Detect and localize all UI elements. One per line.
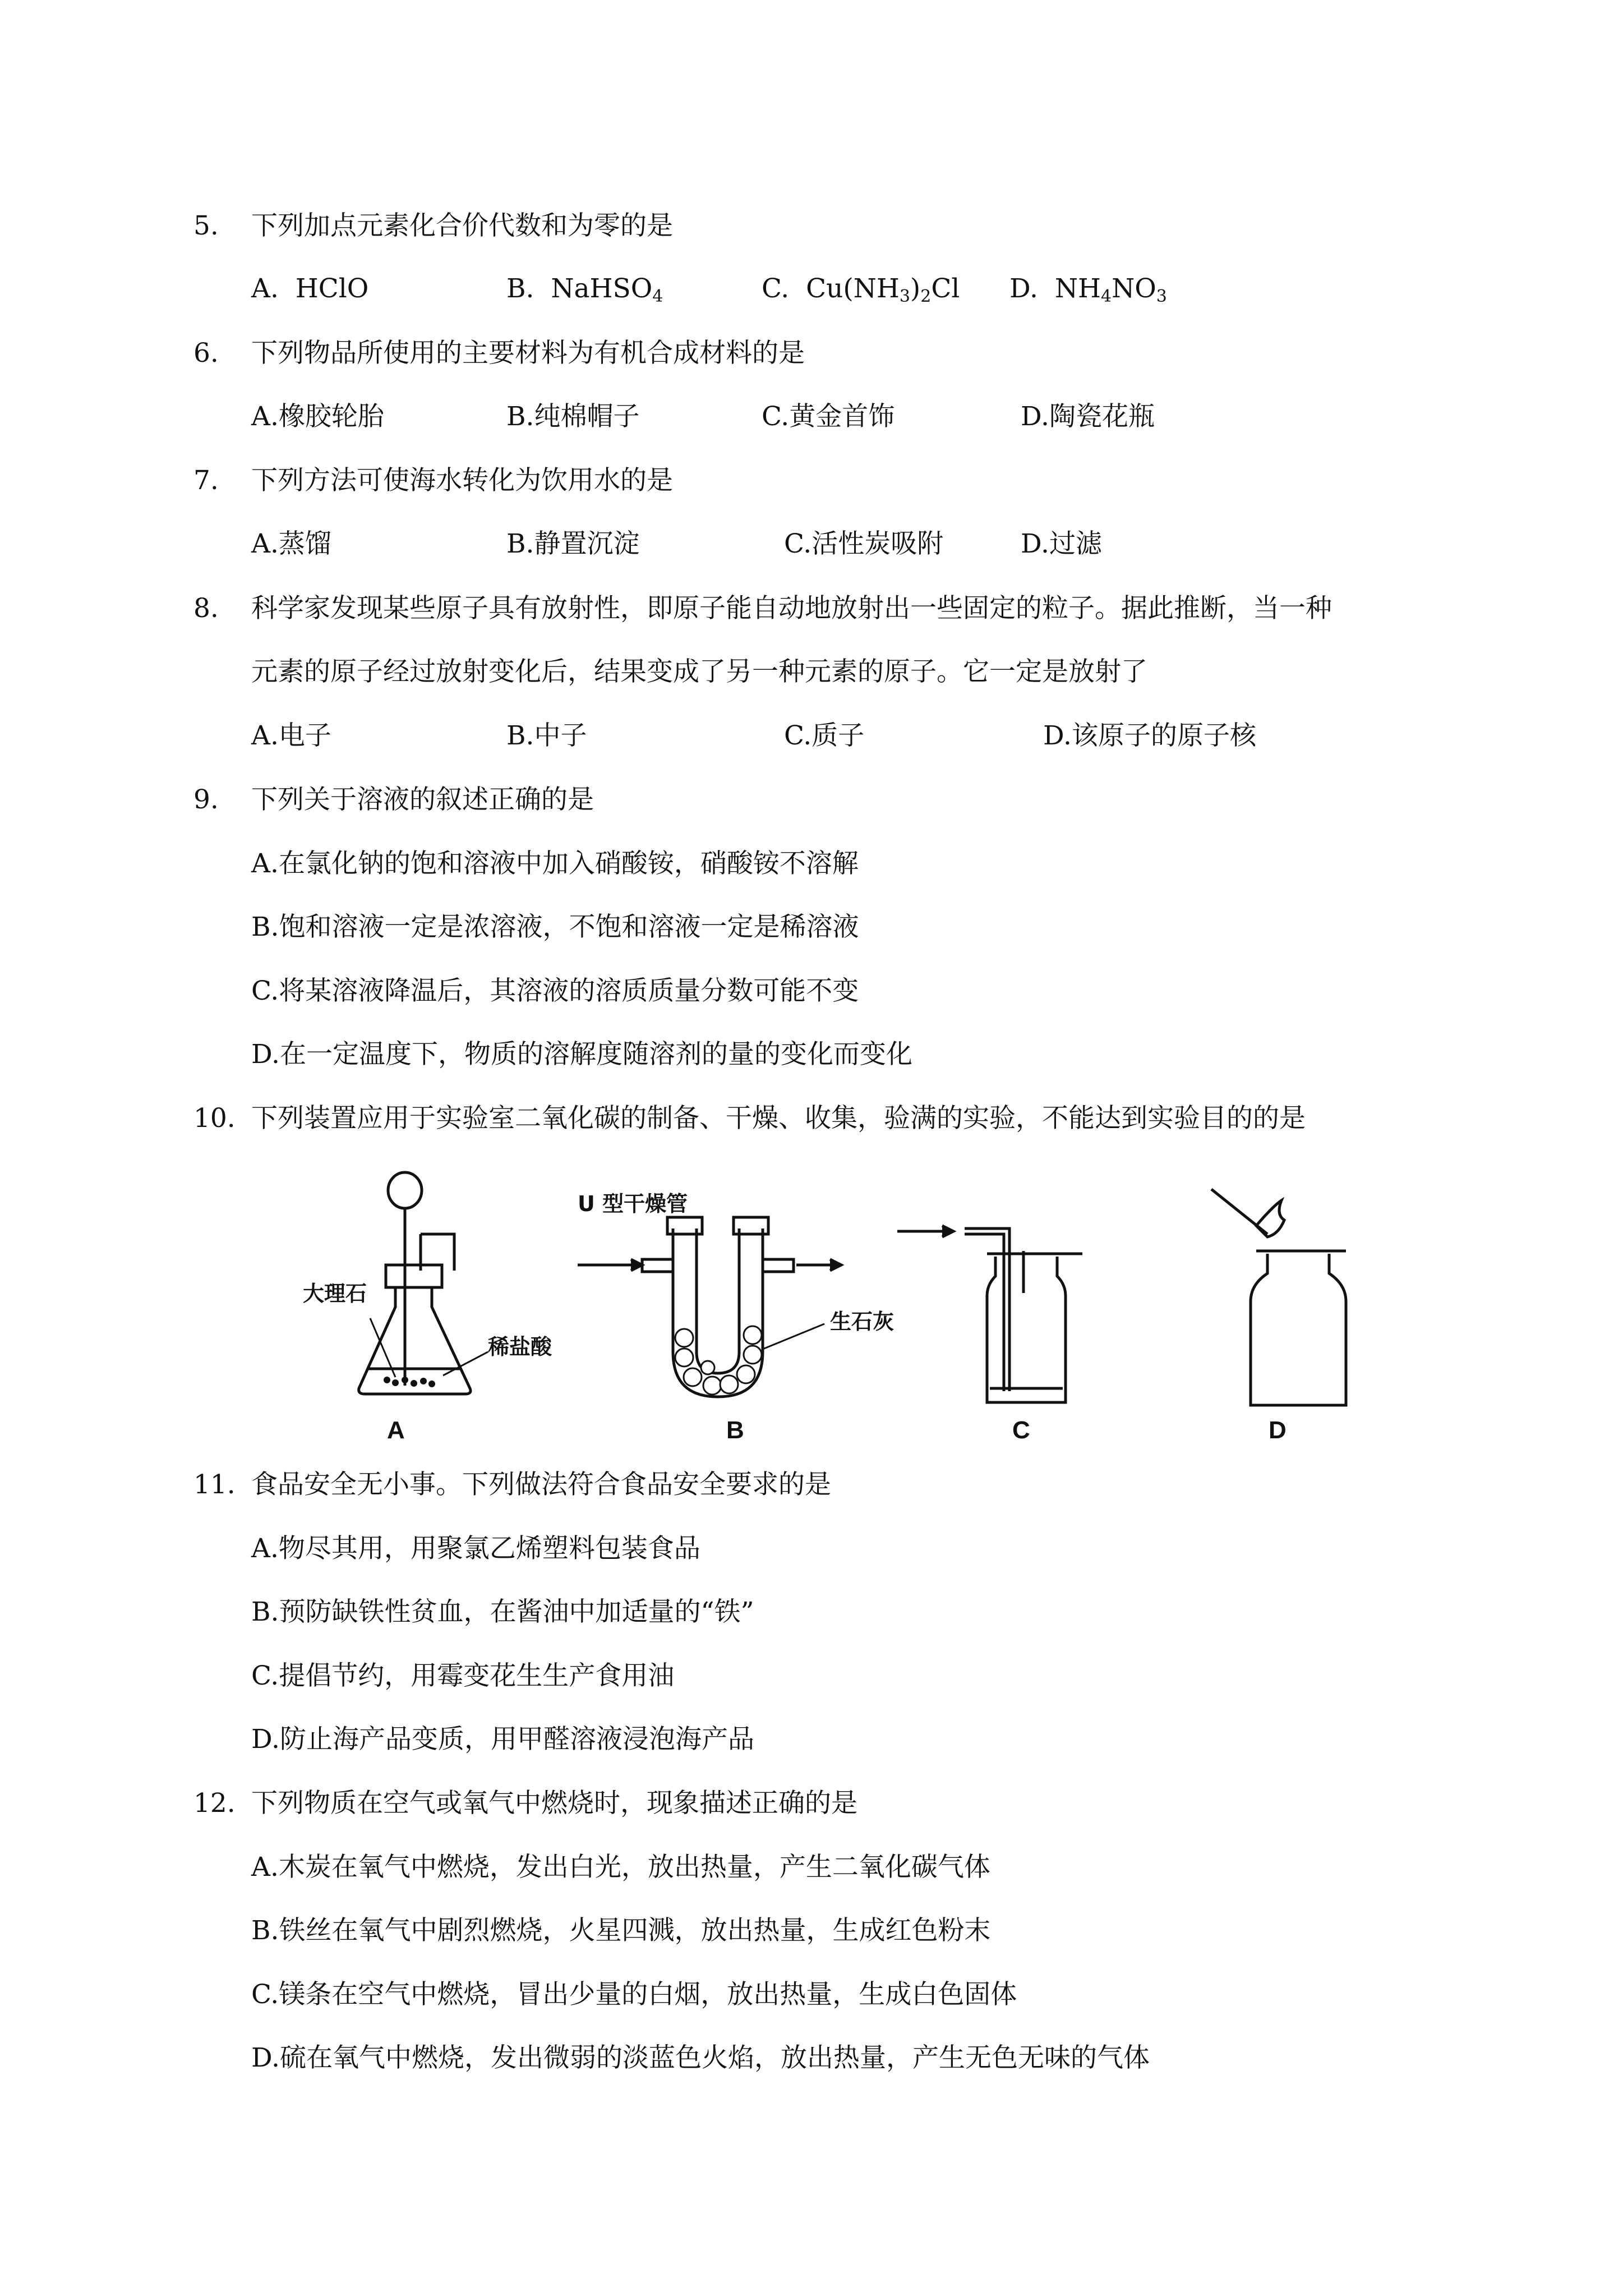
label-marble: 大理石 — [303, 1281, 367, 1306]
q9-option-c: C.将某溶液降温后，其溶液的溶质质量分数可能不变 — [251, 976, 859, 1006]
q11-option-c: C.提倡节约，用霉变花生生产食用油 — [251, 1660, 675, 1691]
q8-option-b: B.中子 — [506, 720, 587, 751]
q6-option-b: B.纯棉帽子 — [506, 401, 640, 432]
question-10 — [193, 1102, 1306, 1135]
q7-option-b: B.静置沉淀 — [506, 528, 640, 559]
question-12 — [193, 1787, 857, 1820]
question-stem: 下列装置应用于实验室二氧化碳的制备、干燥、收集，验满的实验，不能达到实验目的的是 — [251, 1103, 1306, 1134]
question-number: 11. — [193, 1469, 236, 1500]
label-u-drying-tube: U 型干燥管 — [578, 1191, 688, 1216]
q9-option-a: A.在氯化钠的饱和溶液中加入硝酸铵，硝酸铵不溶解 — [251, 848, 859, 879]
q11-option-d: D.防止海产品变质，用甲醛溶液浸泡海产品 — [251, 1724, 754, 1755]
q5-option-b: B. NaHSO$_4$ — [506, 273, 663, 306]
q12-option-d: D.硫在氧气中燃烧，发出微弱的淡蓝色火焰，放出热量，产生无色无味的气体 — [251, 2042, 1150, 2073]
q5-option-d: D. $NH_4NO_3$ — [1009, 273, 1167, 306]
question-number: 8. — [193, 593, 219, 624]
label-quicklime: 生石灰 — [830, 1309, 895, 1334]
label-dilute-hcl: 稀盐酸 — [488, 1335, 552, 1359]
q11-option-b: B.预防缺铁性贫血，在酱油中加适量的“铁” — [251, 1596, 754, 1627]
question-number: 12. — [193, 1788, 236, 1819]
question-number: 5. — [193, 210, 219, 241]
apparatus-a-flask — [353, 1167, 555, 1414]
q11-option-a: A.物尽其用，用聚氯乙烯塑料包装食品 — [251, 1533, 700, 1564]
q8-option-c: C.质子 — [784, 720, 865, 751]
question-7 — [193, 464, 673, 498]
question-stem: 食品安全无小事。下列做法符合食品安全要求的是 — [251, 1469, 831, 1500]
question-number: 7. — [193, 465, 219, 496]
question-5 — [193, 209, 673, 243]
q6-option-d: D.陶瓷花瓶 — [1021, 401, 1155, 432]
q9-option-b: B.饱和溶液一定是浓溶液，不饱和溶液一定是稀溶液 — [251, 912, 859, 942]
q7-option-a: A.蒸馏 — [251, 528, 331, 559]
question-stem: 下列物品所使用的主要材料为有机合成材料的是 — [251, 338, 805, 369]
figure-label-a: A — [387, 1416, 405, 1444]
q12-option-c: C.镁条在空气中燃烧，冒出少量的白烟，放出热量，生成白色固体 — [251, 1979, 1017, 2010]
question-8-stem-cont: 元素的原子经过放射变化后，结果变成了另一种元素的原子。它一定是放射了 — [251, 656, 1147, 687]
question-11 — [193, 1468, 831, 1502]
figure-label-d: D — [1269, 1416, 1287, 1444]
question-stem: 下列方法可使海水转化为饮用水的是 — [251, 465, 673, 496]
q8-option-a: A.电子 — [251, 720, 331, 751]
q8-option-d: D.该原子的原子核 — [1043, 720, 1256, 751]
q7-option-c: C.活性炭吸附 — [784, 528, 944, 559]
q6-option-c: C.黄金首饰 — [762, 401, 895, 432]
apparatus-d-bottle-with-splint — [1189, 1189, 1357, 1414]
figure-label-c: C — [1012, 1416, 1030, 1444]
question-stem: 下列物质在空气或氧气中燃烧时，现象描述正确的是 — [251, 1788, 857, 1819]
q12-option-b: B.铁丝在氧气中剧烈燃烧，火星四溅，放出热量，生成红色粉末 — [251, 1915, 991, 1946]
q12-option-a: A.木炭在氧气中燃烧，发出白光，放出热量，产生二氧化碳气体 — [251, 1852, 990, 1883]
q5-option-a: A. HClO — [251, 273, 369, 304]
apparatus-c-gas-bottle — [897, 1217, 1110, 1408]
q5-option-c: C. $Cu(NH_3)_2Cl$ — [762, 273, 960, 306]
question-stem: 下列加点元素化合价代数和为零的是 — [251, 210, 673, 241]
question-9 — [193, 783, 594, 817]
question-stem: 下列关于溶液的叙述正确的是 — [251, 784, 594, 815]
question-stem: 科学家发现某些原子具有放射性，即原子能自动地放射出一些固定的粒子。据此推断，当一种 — [251, 593, 1332, 624]
q6-option-a: A.橡胶轮胎 — [251, 401, 384, 432]
question-8 — [193, 592, 1332, 625]
figure-label-b: B — [726, 1416, 744, 1444]
question-number: 6. — [193, 338, 219, 369]
question-6 — [193, 337, 805, 370]
q9-option-d: D.在一定温度下，物质的溶解度随溶剂的量的变化而变化 — [251, 1039, 912, 1070]
question-number: 9. — [193, 784, 219, 815]
question-number: 10. — [193, 1103, 236, 1134]
q7-option-d: D.过滤 — [1021, 528, 1102, 559]
